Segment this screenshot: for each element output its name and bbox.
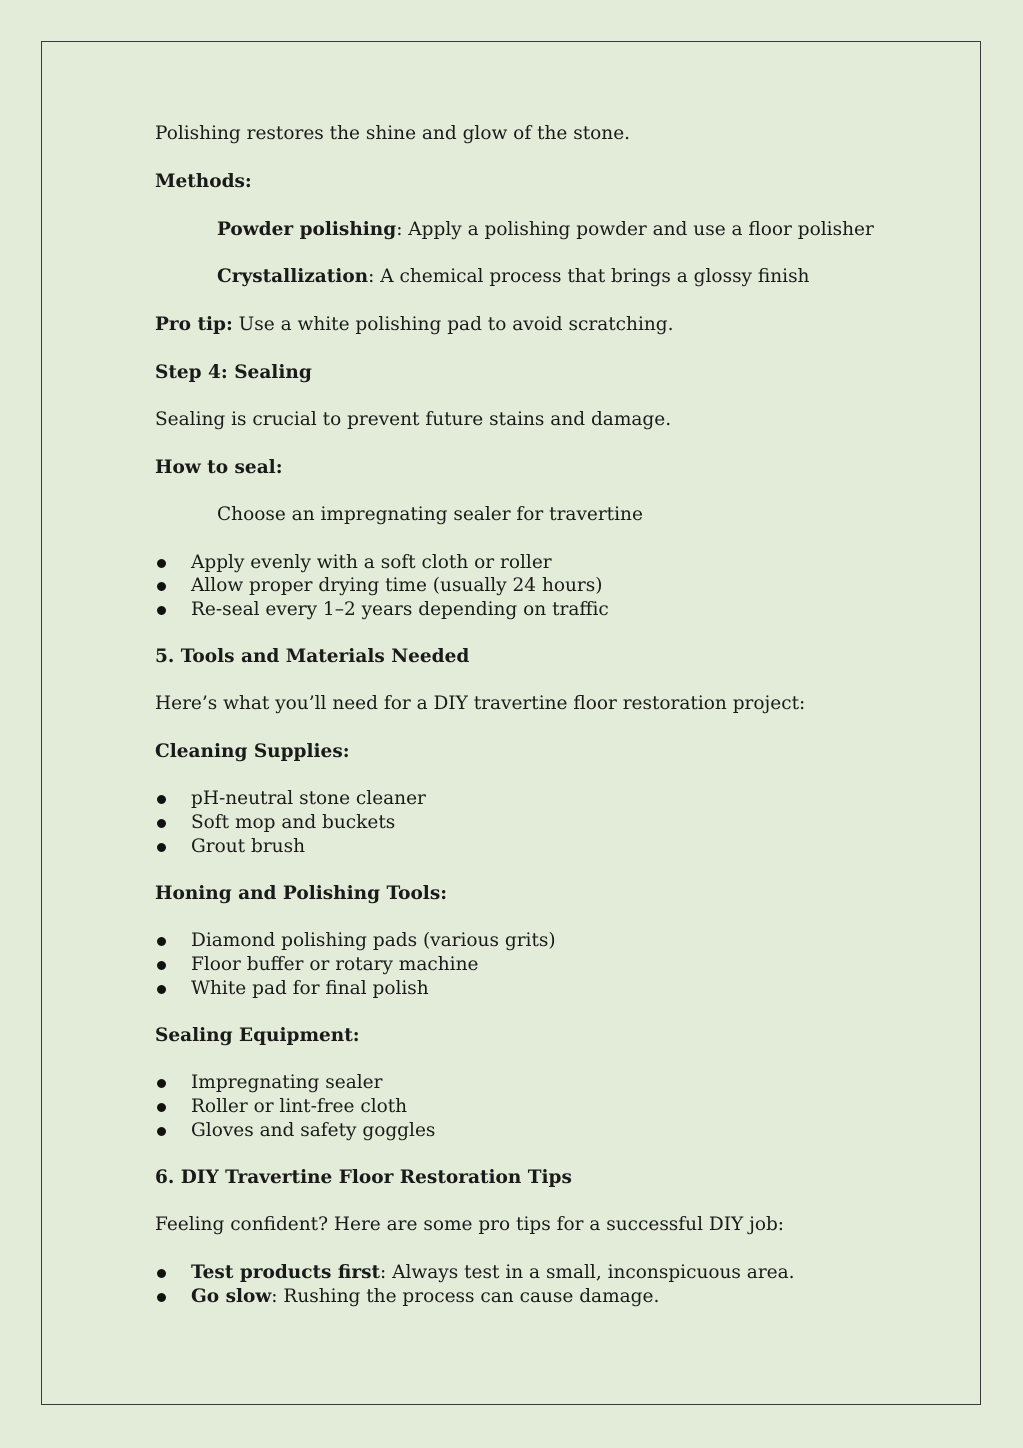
bullet-icon [157, 1103, 166, 1112]
seal-first-step: Choose an impregnating sealer for travertine [217, 504, 643, 525]
tips-intro: Feeling confident? Here are some pro tips for a successful DIY job: [155, 1214, 785, 1235]
bullet-icon [157, 843, 166, 852]
tip-term: Go slow [191, 1286, 272, 1307]
tip-term: Test products first [191, 1262, 381, 1283]
honing-tools-heading: Honing and Polishing Tools: [155, 883, 448, 904]
tools-intro: Here’s what you’ll need for a DIY travertine floor restoration project: [155, 693, 806, 714]
list-item-text [191, 1285, 659, 1309]
how-to-seal-heading: How to seal: [155, 457, 283, 478]
list-item-text: Floor buffer or rotary machine [191, 954, 479, 975]
polishing-intro: Polishing restores the shine and glow of the stone. [155, 123, 631, 144]
list-item-text: Roller or lint-free cloth [191, 1096, 408, 1117]
list-item-text: Impregnating sealer [191, 1072, 383, 1093]
tips-heading: 6. DIY Travertine Floor Restoration Tips [155, 1167, 572, 1188]
list-item-text [191, 1261, 795, 1285]
list-item-text: Grout brush [191, 836, 305, 857]
sealing-heading: Step 4: Sealing [155, 362, 312, 383]
bullet-icon [157, 1269, 166, 1278]
bullet-icon [157, 985, 166, 994]
tools-heading: 5. Tools and Materials Needed [155, 646, 470, 667]
bullet-icon [157, 961, 166, 970]
sealing-equipment-heading: Sealing Equipment: [155, 1025, 360, 1046]
bullet-icon [157, 937, 166, 946]
bullet-icon [157, 1079, 166, 1088]
bullet-icon [157, 559, 166, 568]
list-item-text: Gloves and safety goggles [191, 1120, 436, 1141]
list-item-text: Re-seal every 1–2 years depending on traffic [191, 599, 609, 620]
method-term: Crystallization [217, 266, 369, 287]
methods-heading: Methods: [155, 171, 252, 192]
tip-desc: : Always test in a small, inconspicuous area. [380, 1262, 795, 1283]
bullet-icon [157, 1293, 166, 1302]
method-desc: : Apply a polishing powder and use a floor polisher [396, 219, 874, 240]
pro-tip-label: Pro tip: [155, 314, 233, 335]
tip-desc: : Rushing the process can cause damage. [271, 1286, 660, 1307]
method-desc: : A chemical process that brings a glossy finish [368, 266, 810, 287]
bullet-icon [157, 606, 166, 615]
bullet-icon [157, 819, 166, 828]
bullet-icon [157, 795, 166, 804]
pro-tip [155, 313, 674, 337]
list-item-text: Soft mop and buckets [191, 812, 396, 833]
cleaning-supplies-heading: Cleaning Supplies: [155, 741, 350, 762]
page-frame [41, 41, 981, 1405]
list-item-text: Apply evenly with a soft cloth or roller [191, 552, 552, 573]
pro-tip-text: Use a white polishing pad to avoid scratching. [232, 314, 674, 335]
method-term: Powder polishing [217, 219, 397, 240]
list-item-text: pH-neutral stone cleaner [191, 788, 426, 809]
sealing-intro: Sealing is crucial to prevent future stains and damage. [155, 409, 672, 430]
list-item-text: Diamond polishing pads (various grits) [191, 930, 556, 951]
bullet-icon [157, 1127, 166, 1136]
method-powder-polishing [217, 218, 874, 242]
list-item-text: White pad for final polish [191, 978, 429, 999]
bullet-icon [157, 582, 166, 591]
list-item-text: Allow proper drying time (usually 24 hours) [191, 575, 603, 596]
method-crystallization [217, 265, 809, 289]
